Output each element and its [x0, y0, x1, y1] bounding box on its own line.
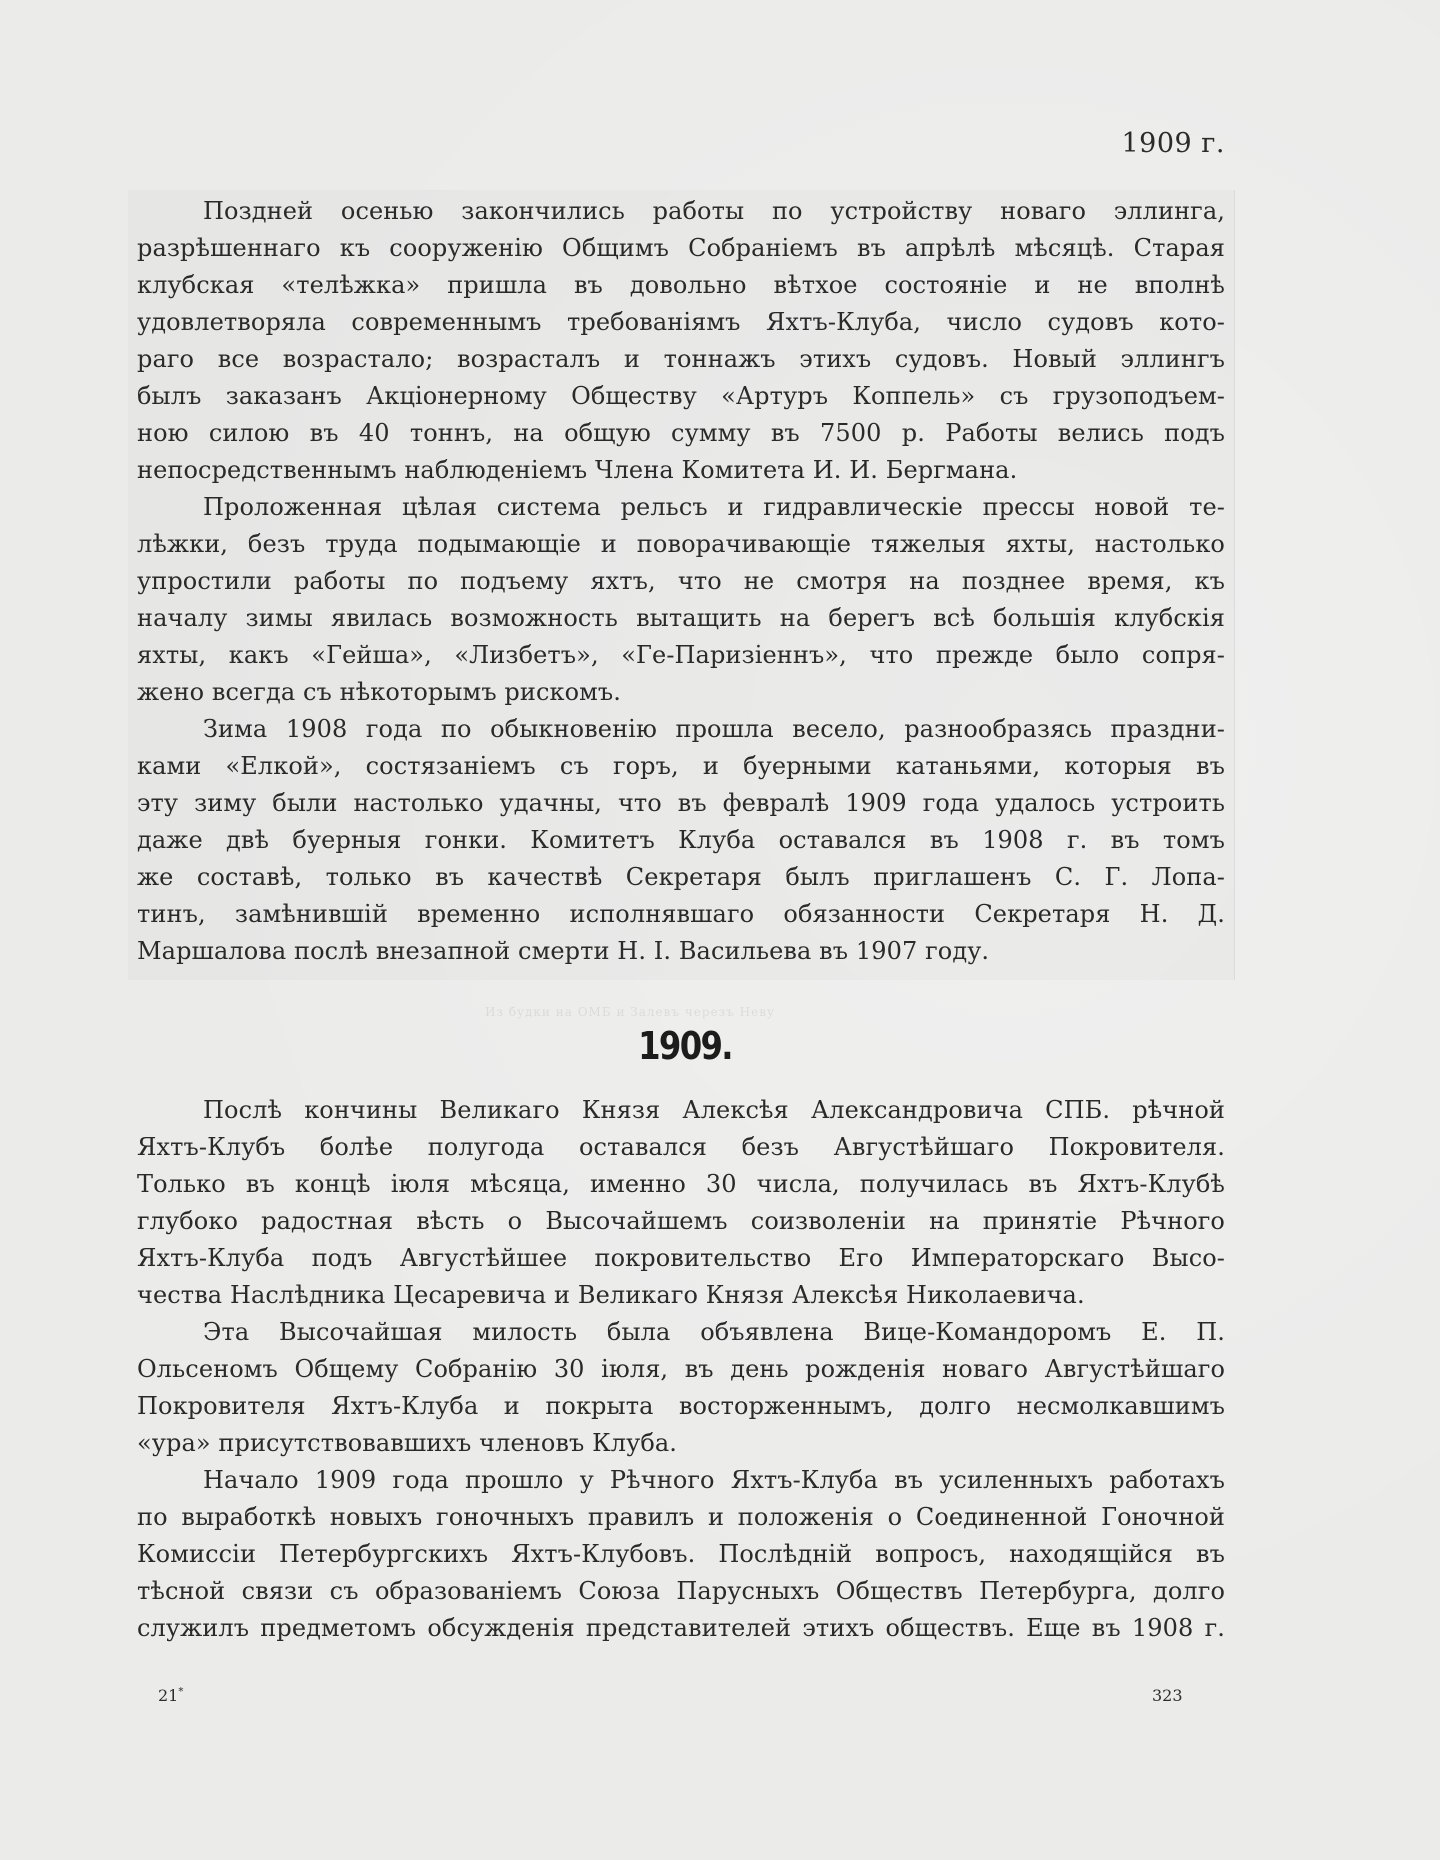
text-line: Зима 1908 года по обыкновенію прошла весело, разнообразясь праздни- [203, 715, 1225, 743]
paragraph [137, 489, 1225, 711]
text-line: раго все возрастало; возрасталъ и тоннажъ этихъ судовъ. Новый эллингъ [137, 345, 1225, 373]
text-line: клубская «телѣжка» пришла въ довольно вѣтхое состояніе и не вполнѣ [137, 271, 1225, 299]
paragraph [137, 1314, 1225, 1462]
text-line: Яхтъ-Клубъ болѣе полугода оставался безъ Августѣйшаго Покровителя. [137, 1133, 1225, 1161]
paragraph [137, 1092, 1225, 1314]
text-line: лѣжки, безъ труда подымающіе и поворачивающіе тяжелыя яхты, настолько [137, 530, 1225, 558]
signature-mark [158, 1686, 183, 1705]
text-line: по выработкѣ новыхъ гоночныхъ правилъ и положенія о Соединенной Гоночной [137, 1503, 1225, 1531]
text-line: Яхтъ-Клуба подъ Августѣйшее покровительство Его Императорскаго Высо- [137, 1244, 1225, 1272]
paragraph [137, 1462, 1225, 1647]
signature-number: 21 [158, 1686, 179, 1705]
text-line: чества Наслѣдника Цесаревича и Великаго Князя Алексѣя Николаевича. [137, 1281, 1085, 1309]
text-line: Начало 1909 года прошло у Рѣчного Яхтъ-Клуба въ усиленныхъ работахъ [203, 1466, 1225, 1494]
running-head: 1909 г. [1121, 128, 1225, 159]
text-line: Только въ концѣ іюля мѣсяца, именно 30 числа, получилась въ Яхтъ-Клубѣ [137, 1170, 1225, 1198]
text-line: тинъ, замѣнившій временно исполнявшаго обязанности Секретаря Н. Д. [137, 900, 1225, 928]
text-line: былъ заказанъ Акціонерному Обществу «Артуръ Коппель» съ грузоподъем- [137, 382, 1225, 410]
text-line: глубоко радостная вѣсть о Высочайшемъ соизволеніи на принятіе Рѣчного [137, 1207, 1225, 1235]
text-line: яхты, какъ «Гейша», «Лизбетъ», «Ге-Паризіеннъ», что прежде было сопря- [137, 641, 1225, 669]
text-line: удовлетворяла современнымъ требованіямъ Яхтъ-Клуба, число судовъ кото- [137, 308, 1225, 336]
text-line: эту зиму были настолько удачны, что въ февралѣ 1909 года удалось устроить [137, 789, 1225, 817]
text-line: Покровителя Яхтъ-Клуба и покрыта восторженнымъ, долго несмолкавшимъ [137, 1392, 1225, 1420]
text-line: Послѣ кончины Великаго Князя Алексѣя Александровича СПБ. рѣчной [203, 1096, 1225, 1124]
text-line: ками «Елкой», состязаніемъ съ горъ, и буерными катаньями, которыя въ [137, 752, 1225, 780]
signature-asterisk: * [178, 1686, 184, 1698]
text-line: упростили работы по подъему яхтъ, что не смотря на позднее время, къ [137, 567, 1225, 595]
text-line: Маршалова послѣ внезапной смерти Н. І. Васильева въ 1907 году. [137, 937, 990, 965]
section-1 [137, 193, 1225, 970]
text-line: служилъ предметомъ обсужденія представителей этихъ обществъ. Еще въ 1908 г. [137, 1614, 1225, 1642]
text-line: Эта Высочайшая милость была объявлена Вице-Командоромъ Е. П. [203, 1318, 1225, 1346]
page-number: 323 [1152, 1686, 1183, 1705]
text-line: ною силою въ 40 тоннъ, на общую сумму въ 7500 р. Работы велись подъ [137, 419, 1225, 447]
text-line: «ура» присутствовавшихъ членовъ Клуба. [137, 1429, 678, 1457]
section-2 [137, 1092, 1225, 1647]
paragraph [137, 711, 1225, 970]
text-line: Поздней осенью закончились работы по устройству новаго эллинга, [203, 197, 1225, 225]
text-line: же составѣ, только въ качествѣ Секретаря былъ приглашенъ С. Г. Лопа- [137, 863, 1225, 891]
text-line: началу зимы явилась возможность вытащить на берегъ всѣ большія клубскія [137, 604, 1225, 632]
text-line: Проложенная цѣлая система рельсъ и гидравлическіе прессы новой те- [203, 493, 1225, 521]
text-line: жено всегда съ нѣкоторымъ рискомъ. [137, 678, 622, 706]
section-heading: 1909. [638, 1024, 732, 1068]
paragraph [137, 193, 1225, 489]
text-line: тѣсной связи съ образованіемъ Союза Парусныхъ Обществъ Петербурга, долго [137, 1577, 1225, 1605]
bleed-through-caption: Из будки на ОМБ и Залевъ черезъ Неву [484, 1005, 776, 1019]
text-line: разрѣшеннаго къ сооруженію Общимъ Собраніемъ въ апрѣлѣ мѣсяцѣ. Старая [137, 234, 1225, 262]
text-line: Комиссіи Петербургскихъ Яхтъ-Клубовъ. Послѣдній вопросъ, находящійся въ [137, 1540, 1225, 1568]
text-line: непосредственнымъ наблюденіемъ Члена Комитета И. И. Бергмана. [137, 456, 1018, 484]
text-line: Ольсеномъ Общему Собранію 30 іюля, въ день рожденія новаго Августѣйшаго [137, 1355, 1225, 1383]
text-line: даже двѣ буерныя гонки. Комитетъ Клуба оставался въ 1908 г. въ томъ [137, 826, 1225, 854]
